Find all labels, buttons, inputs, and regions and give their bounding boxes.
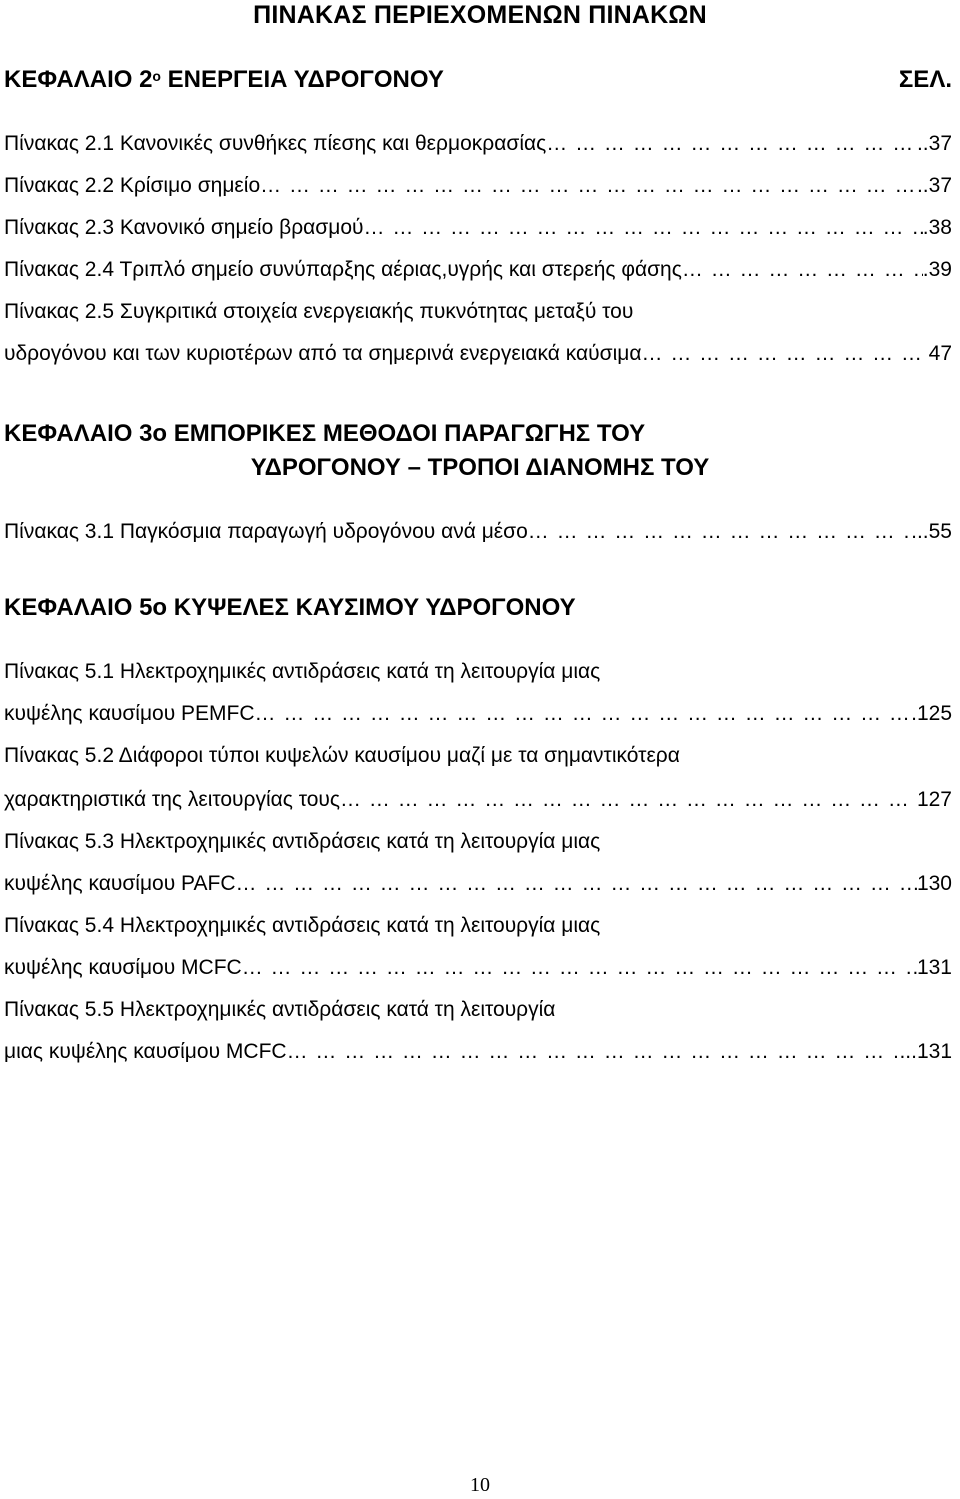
toc-entry-text: κυψέλης καυσίμου MCFC	[4, 956, 242, 979]
dot-leader	[242, 954, 917, 982]
toc-entry[interactable]	[4, 870, 952, 898]
toc-entry-text: Πίνακας 2.2 Κρίσιμο σημείο	[4, 174, 261, 197]
toc-entry-page: ..37	[916, 132, 952, 155]
toc-entry-page: 47	[928, 342, 952, 365]
dot-leader	[642, 340, 929, 368]
toc-entry[interactable]	[4, 786, 952, 814]
toc-entry[interactable]	[4, 518, 952, 546]
toc-entry[interactable]	[4, 700, 952, 728]
dot-leader	[236, 870, 917, 898]
chapter-2-title: ΕΝΕΡΓΕΙΑ ΥΔΡΟΓΟΝΟΥ	[160, 66, 444, 93]
toc-entry-text: υδρογόνου και των κυριοτέρων από τα σημερινά ενεργειακά καύσιμα	[4, 342, 642, 365]
toc-entry[interactable]	[4, 1038, 952, 1066]
dot-leader	[364, 214, 923, 242]
toc-entry-first-line[interactable]	[4, 912, 952, 940]
toc-entry-text: Πίνακας 3.1 Παγκόσμια παραγωγή υδρογόνου ανά μέσο	[4, 520, 528, 543]
dot-leader	[682, 256, 923, 284]
toc-entry-text: Πίνακας 5.5 Ηλεκτροχημικές αντιδράσεις κατά τη λειτουργία	[4, 998, 556, 1021]
chapter-2-heading	[4, 62, 444, 98]
toc-entry-text: χαρακτηριστικά της λειτουργίας τους	[4, 788, 341, 811]
toc-entry-text: Πίνακας 5.4 Ηλεκτροχημικές αντιδράσεις κατά τη λειτουργία μιας	[4, 914, 601, 937]
dot-leader	[260, 172, 917, 200]
dot-leader	[528, 518, 911, 546]
toc-entry-page: .39	[922, 258, 952, 281]
toc-entry-text: Πίνακας 2.3 Κανονικό σημείο βρασμού	[4, 216, 364, 239]
toc-entry-text: Πίνακας 2.5 Συγκριτικά στοιχεία ενεργειακής πυκνότητας μεταξύ του	[4, 300, 634, 323]
dot-leader	[340, 786, 917, 814]
chapter-2-superscript: ο	[152, 68, 161, 84]
page-number: 10	[470, 1474, 490, 1496]
toc-entry-text: Πίνακας 5.3 Ηλεκτροχημικές αντιδράσεις κατά τη λειτουργία μιας	[4, 830, 601, 853]
toc-entry-text: Πίνακας 2.1 Κανονικές συνθήκες πίεσης και θερμοκρασίας	[4, 132, 547, 155]
toc-entry-text: Πίνακας 5.1 Ηλεκτροχημικές αντιδράσεις κατά τη λειτουργία μιας	[4, 660, 601, 683]
toc-entry-first-line[interactable]	[4, 742, 952, 770]
toc-entry-first-line[interactable]	[4, 828, 952, 856]
toc-entry-page: .125	[911, 702, 952, 725]
dot-leader	[287, 1038, 900, 1066]
toc-entry[interactable]	[4, 256, 952, 284]
toc-entry-page: 127	[916, 788, 952, 811]
chapter-3-heading-line1: ΚΕΦΑΛΑΙΟ 3ο ΕΜΠΟΡΙΚΕΣ ΜΕΘΟΔΟΙ ΠΑΡΑΓΩΓΗΣ ΤΟΥ	[4, 420, 646, 447]
chapter-5-heading: ΚΕΦΑΛΑΙΟ 5ο ΚΥΨΕΛΕΣ ΚΑΥΣΙΜΟΥ ΥΔΡΟΓΟΝΟΥ	[4, 594, 576, 621]
page-title: ΠΙΝΑΚΑΣ ΠΕΡΙΕΧΟΜΕΝΩΝ ΠΙΝΑΚΩΝ	[253, 1, 707, 29]
toc-entry-page: ...55	[911, 520, 952, 543]
toc-entry[interactable]	[4, 130, 952, 158]
toc-entry-page: 131	[916, 956, 952, 979]
toc-entry-page: ...131	[899, 1040, 952, 1063]
chapter-3-heading-line2: ΥΔΡΟΓΟΝΟΥ – ΤΡΟΠΟΙ ΔΙΑΝΟΜΗΣ ΤΟΥ	[250, 454, 710, 481]
toc-entry[interactable]	[4, 954, 952, 982]
page-column-header: ΣΕΛ.	[898, 66, 952, 93]
toc-entry-page: .38	[922, 216, 952, 239]
toc-entry-page: ..37	[916, 174, 952, 197]
chapter-2-label: ΚΕΦΑΛΑΙΟ 2	[4, 66, 153, 93]
dot-leader	[546, 130, 917, 158]
toc-entry-text: μιας κυψέλης καυσίμου MCFC	[4, 1040, 287, 1063]
toc-entry[interactable]	[4, 172, 952, 200]
toc-entry-first-line[interactable]	[4, 298, 952, 326]
toc-entry[interactable]	[4, 214, 952, 242]
toc-entry-text: Πίνακας 5.2 Διάφοροι τύποι κυψελών καυσίμου μαζί με τα σημαντικότερα	[4, 744, 680, 767]
toc-entry-text: κυψέλης καυσίμου PAFC	[4, 872, 236, 895]
toc-entry-text: Πίνακας 2.4 Τριπλό σημείο συνύπαρξης αέριας,υγρής και στερεής φάσης	[4, 258, 682, 281]
toc-entry-page: 130	[916, 872, 952, 895]
toc-entry-first-line[interactable]	[4, 658, 952, 686]
toc-entry-text: κυψέλης καυσίμου PEMFC	[4, 702, 255, 725]
toc-entry-first-line[interactable]	[4, 996, 952, 1024]
dot-leader	[255, 700, 912, 728]
toc-entry[interactable]	[4, 340, 952, 368]
